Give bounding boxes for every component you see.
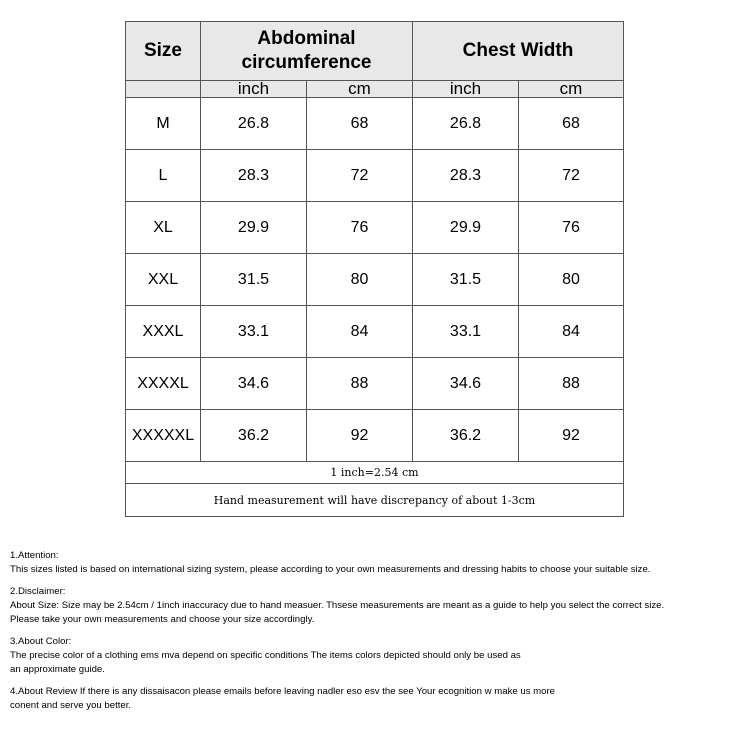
discrepancy-note: Hand measurement will have discrepancy of about 1-3cm xyxy=(126,484,624,517)
unit-abd-cm: cm xyxy=(307,81,413,98)
cell-abd-cm: 88 xyxy=(307,358,413,410)
cell-abd-cm: 72 xyxy=(307,150,413,202)
cell-size: M xyxy=(126,98,201,150)
table-row xyxy=(126,306,624,358)
conversion-row xyxy=(126,462,624,484)
cell-abd-cm: 76 xyxy=(307,202,413,254)
cell-abd-inch: 33.1 xyxy=(201,306,307,358)
conversion-note: 1 inch=2.54 cm xyxy=(126,462,624,484)
note-title: 2.Disclaimer: xyxy=(10,586,66,597)
cell-abd-cm: 80 xyxy=(307,254,413,306)
table-row xyxy=(126,150,624,202)
cell-chest-inch: 31.5 xyxy=(413,254,519,306)
cell-chest-cm: 76 xyxy=(519,202,624,254)
cell-size: XXXL xyxy=(126,306,201,358)
cell-chest-cm: 72 xyxy=(519,150,624,202)
cell-abd-inch: 29.9 xyxy=(201,202,307,254)
table-row xyxy=(126,202,624,254)
unit-blank xyxy=(126,81,201,98)
note-line: This sizes listed is based on international sizing system, please according to your own measurements and dressing habits to choose your suitable size. xyxy=(10,564,651,575)
cell-chest-cm: 92 xyxy=(519,410,624,462)
table-row xyxy=(126,410,624,462)
header-chest: Chest Width xyxy=(413,22,624,81)
unit-chest-inch: inch xyxy=(413,81,519,98)
cell-chest-inch: 36.2 xyxy=(413,410,519,462)
cell-size: XXL xyxy=(126,254,201,306)
table-row xyxy=(126,98,624,150)
discrepancy-row xyxy=(126,484,624,517)
notes-section xyxy=(10,549,750,721)
note-line: Please take your own measurements and choose your size accordingly. xyxy=(10,614,315,625)
cell-chest-inch: 29.9 xyxy=(413,202,519,254)
cell-chest-inch: 26.8 xyxy=(413,98,519,150)
cell-chest-cm: 84 xyxy=(519,306,624,358)
cell-size: XXXXXL xyxy=(126,410,201,462)
header-row xyxy=(126,22,624,81)
cell-chest-cm: 68 xyxy=(519,98,624,150)
cell-abd-cm: 92 xyxy=(307,410,413,462)
cell-size: XXXXL xyxy=(126,358,201,410)
cell-chest-inch: 33.1 xyxy=(413,306,519,358)
note-line: 4.About Review If there is any dissaisacon please emails before leaving nadler eso esv the see Your ecognition w make us more xyxy=(10,686,556,697)
note-line: conent and serve you better. xyxy=(10,700,132,711)
cell-abd-cm: 84 xyxy=(307,306,413,358)
cell-chest-cm: 88 xyxy=(519,358,624,410)
header-size: Size xyxy=(126,22,201,81)
note-block xyxy=(10,635,750,677)
cell-abd-inch: 34.6 xyxy=(201,358,307,410)
cell-abd-inch: 31.5 xyxy=(201,254,307,306)
table-row xyxy=(126,358,624,410)
note-line: an approximate guide. xyxy=(10,664,105,675)
note-block xyxy=(10,549,750,577)
cell-size: L xyxy=(126,150,201,202)
cell-chest-cm: 80 xyxy=(519,254,624,306)
cell-abd-inch: 26.8 xyxy=(201,98,307,150)
note-line: The precise color of a clothing ems mva depend on specific conditions The items colors depicted should only be used as xyxy=(10,650,521,661)
cell-abd-inch: 28.3 xyxy=(201,150,307,202)
header-abdominal xyxy=(201,22,413,81)
unit-chest-cm: cm xyxy=(519,81,624,98)
note-title: 3.About Color: xyxy=(10,636,72,647)
cell-chest-inch: 28.3 xyxy=(413,150,519,202)
note-block xyxy=(10,685,750,713)
unit-abd-inch: inch xyxy=(201,81,307,98)
header-abdominal-label: Abdominal circumference xyxy=(241,28,372,73)
note-title: 1.Attention: xyxy=(10,550,59,561)
cell-chest-inch: 34.6 xyxy=(413,358,519,410)
cell-abd-inch: 36.2 xyxy=(201,410,307,462)
cell-size: XL xyxy=(126,202,201,254)
table-row xyxy=(126,254,624,306)
unit-row xyxy=(126,81,624,98)
cell-abd-cm: 68 xyxy=(307,98,413,150)
note-line: About Size: Size may be 2.54cm / 1inch inaccuracy due to hand measuer. Thsese measurements are meant as a guide to help you select the correct size. xyxy=(10,600,665,611)
note-block xyxy=(10,585,750,627)
size-chart-table xyxy=(125,21,624,517)
